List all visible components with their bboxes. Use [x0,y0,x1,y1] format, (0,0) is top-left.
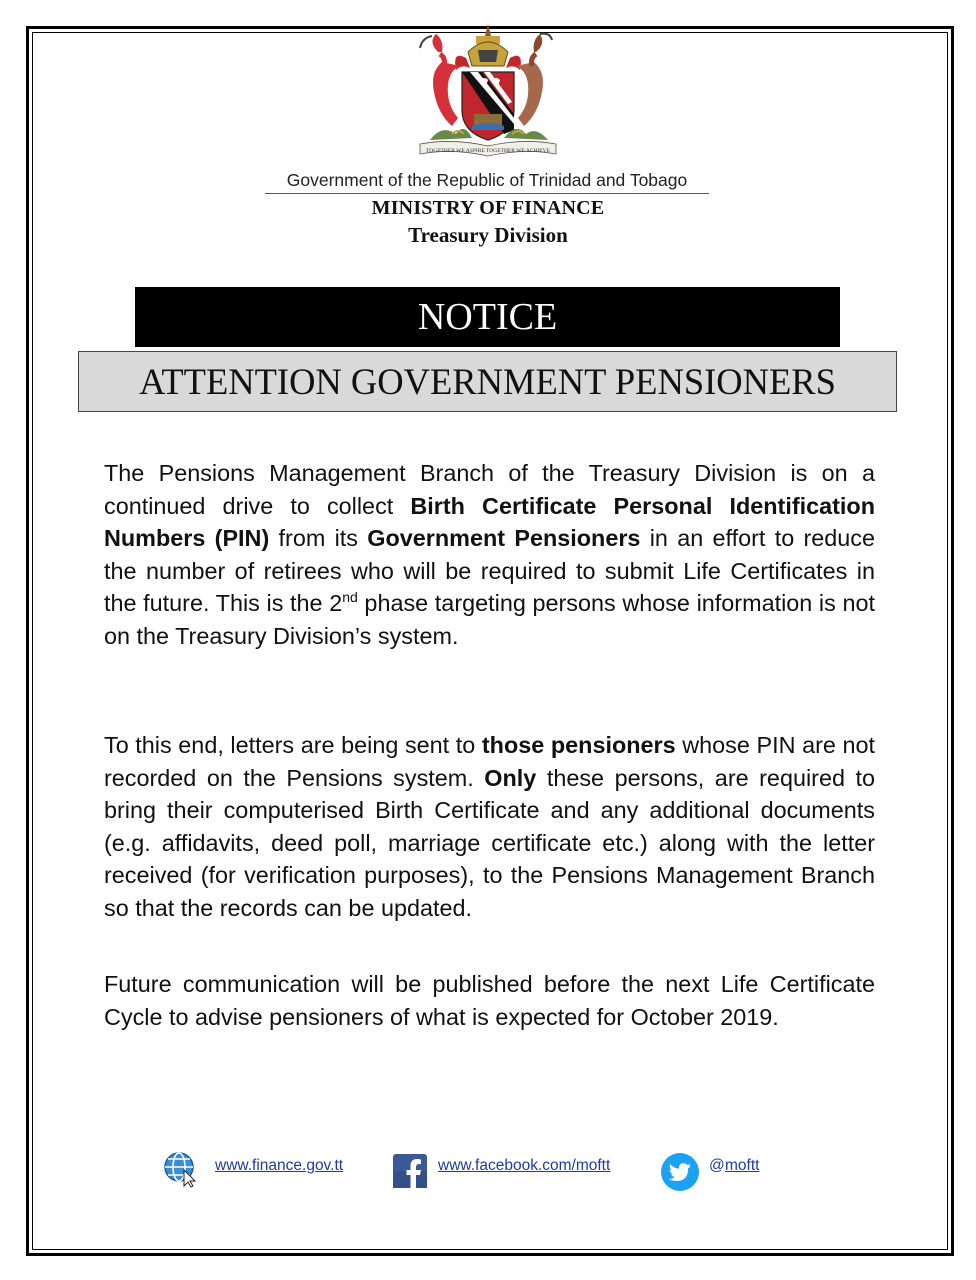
bold-span: Birth Certificate Personal Identification Numbers (PIN) [104,492,875,552]
text-span: these persons, are required to bring their computerised Birth Certificate and any additional documents (e.g. affidavits, deed poll, marriage certificate etc.) along with the letter received (for verification purposes), to the Pensions Management Branch so that the records can be updated. [104,764,875,921]
bold-span: Only [484,764,537,791]
twitter-icon [660,1152,700,1192]
facebook-link[interactable]: www.facebook.com/moftt [438,1157,611,1174]
division-name: Treasury Division [408,223,568,247]
text-span: The Pensions Management Branch of the Treasury Division is on a continued drive to collect [104,460,875,519]
text-span: To this end, letters are being sent to [104,732,482,758]
website-link[interactable]: www.finance.gov.tt [215,1157,344,1174]
text-span: whose PIN are not recorded on the Pensions system. [104,732,875,791]
text-span: in an effort to reduce the number of retirees who will be required to submit Life Certificates in the future. This is the 2 [104,525,876,617]
superscript: nd [342,589,358,606]
twitter-link[interactable]: moftt [725,1157,760,1174]
government-name: Government of the Republic of Trinidad and Tobago [265,170,709,194]
globe-icon [162,1150,198,1188]
bold-span: those pensioners [481,732,676,758]
paragraph-future [104,968,875,1033]
notice-title: NOTICE [135,287,840,347]
coat-of-arms-icon [412,22,564,162]
paragraph-instructions [104,729,875,925]
text-span: from its [269,525,368,552]
ministry-name: MINISTRY OF FINANCE [371,197,605,219]
bold-span: Government Pensioners [367,525,641,552]
facebook-icon [393,1154,427,1188]
text-span: Future communication will be published before the next Life Certificate Cycle to advise pensioners of what is expected for October 2019. [104,971,875,1030]
paragraph-intro [104,457,875,653]
crest-motto: TOGETHER WE ASPIRE TOGETHER WE ACHIEVE [425,148,551,154]
text-span: phase targeting persons whose information is not on the Treasury Division’s system. [104,590,875,649]
notice-subtitle: ATTENTION GOVERNMENT PENSIONERS [78,351,897,412]
twitter-at-sign: @ [709,1157,725,1174]
